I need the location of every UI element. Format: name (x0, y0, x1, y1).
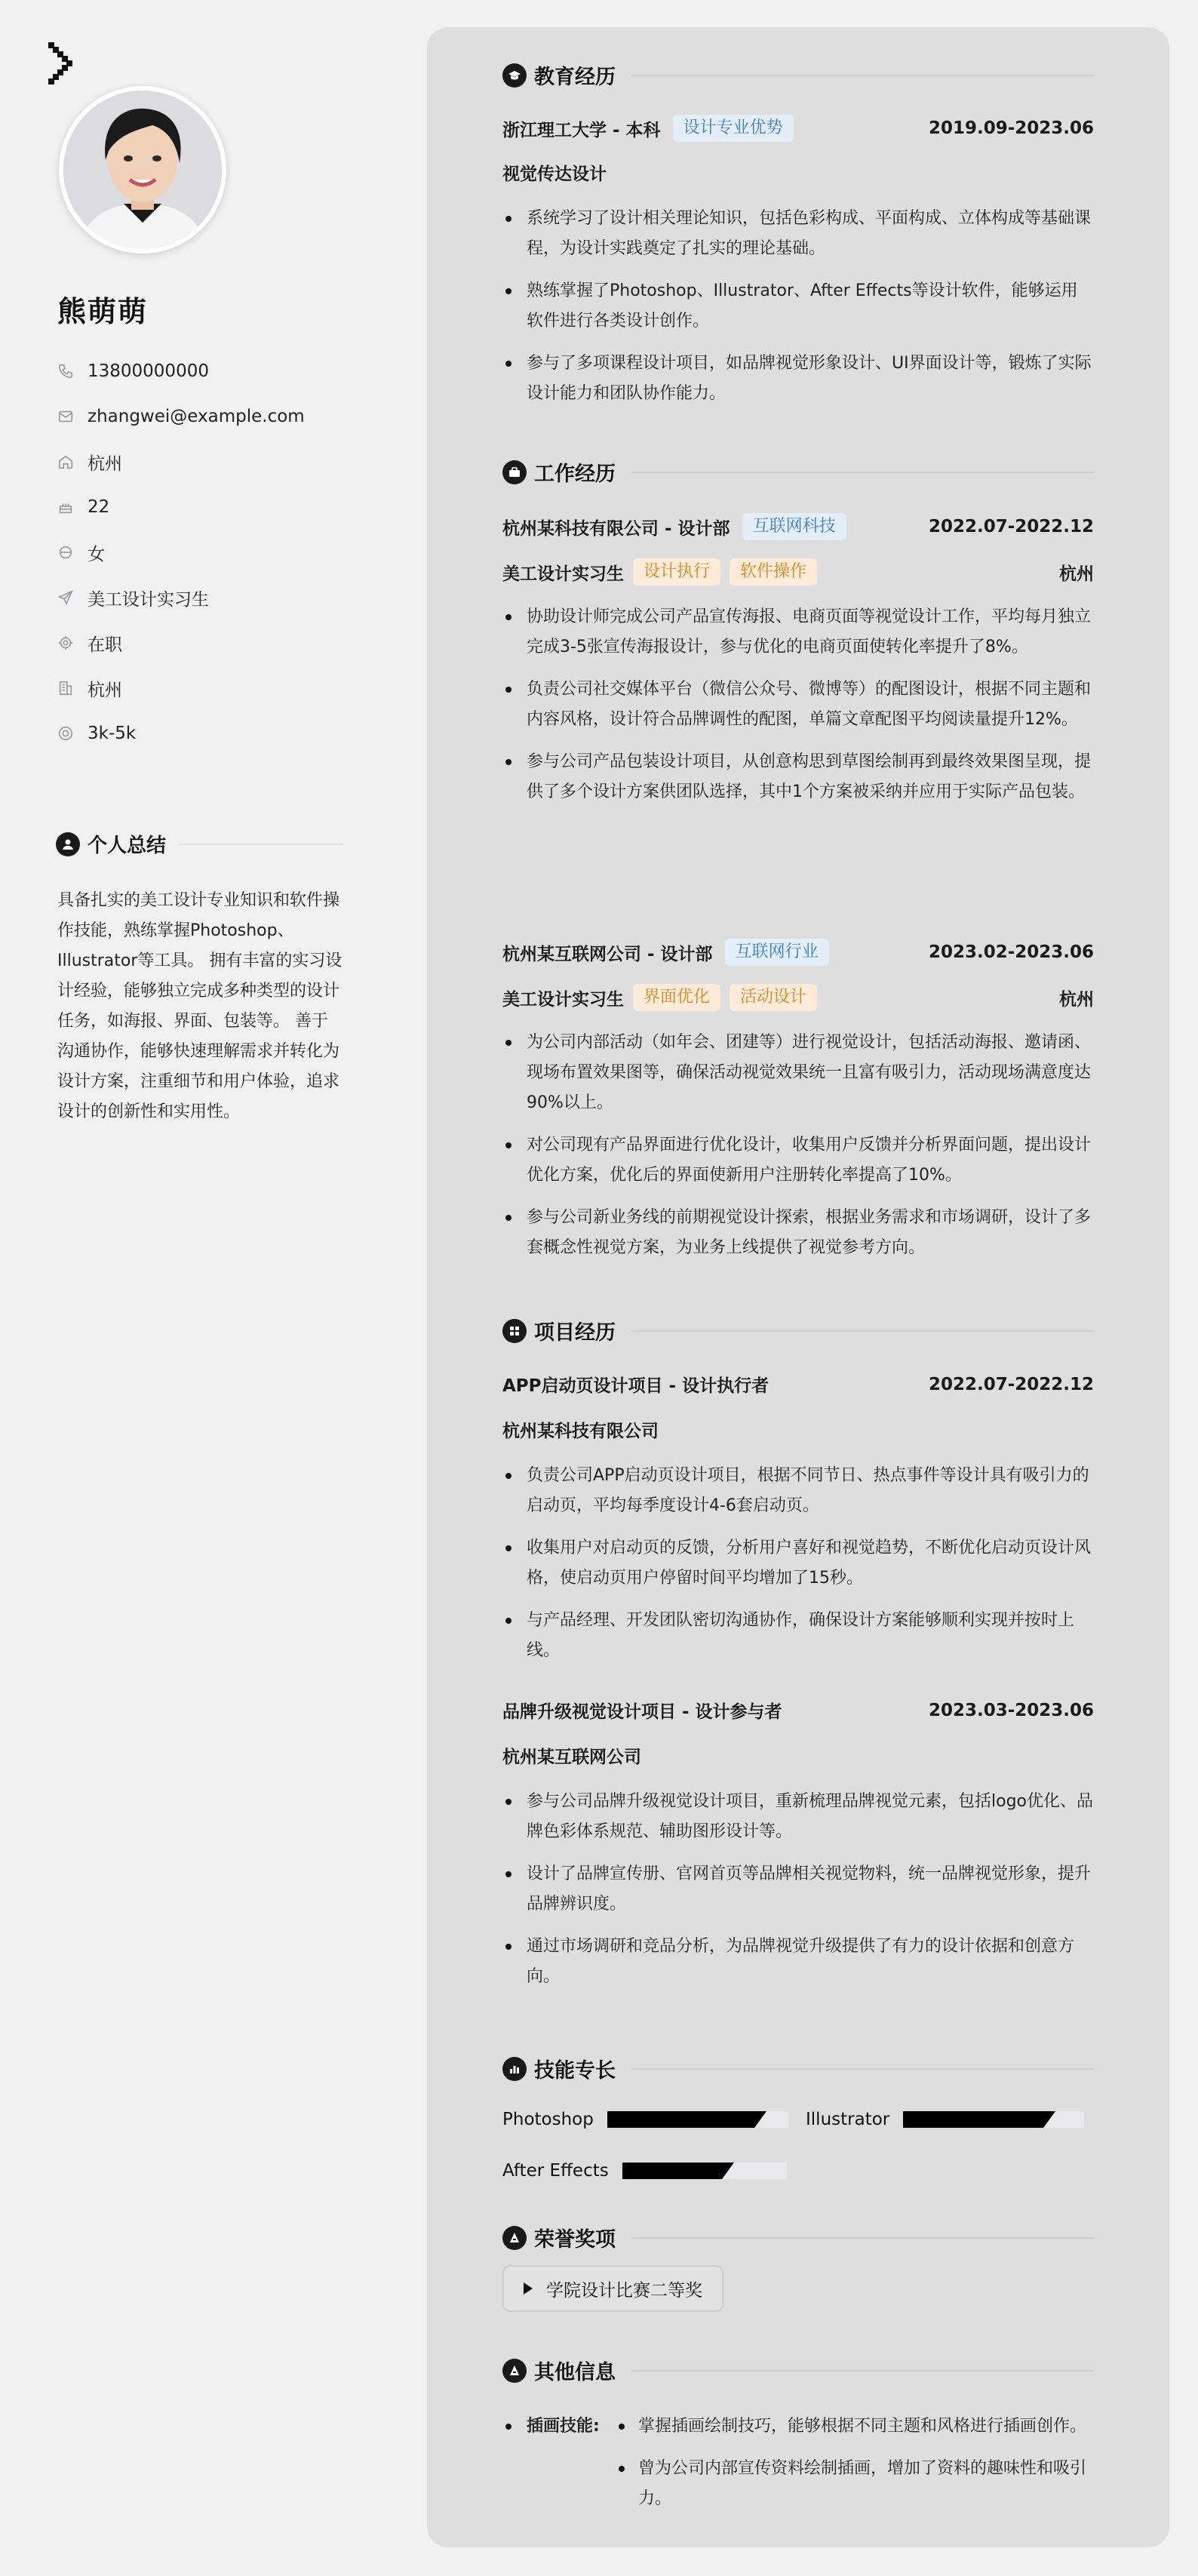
graduation-cap-icon (502, 63, 527, 88)
divider (631, 2370, 1094, 2372)
list-item: 负责公司社交媒体平台（微信公众号、微博等）的配图设计，根据不同主题和内容风格，设计符合品牌调性的配图，单篇文章配图平均阅读量提升12%。 (502, 675, 1094, 735)
job-1-skill-tag: 设计执行 (633, 558, 720, 586)
divider (631, 75, 1094, 76)
job-1-industry-tag: 互联网科技 (742, 513, 846, 540)
info-gender-text: 女 (88, 544, 105, 564)
job-2-skill-tag: 活动设计 (730, 984, 817, 1011)
info-status-text: 在职 (88, 635, 122, 655)
job-1-role: 美工设计实习生 (502, 564, 624, 584)
job-1-city: 杭州 (1059, 564, 1094, 584)
list-item: 为公司内部活动（如年会、团建等）进行视觉设计，包括活动海报、邀请函、现场布置效果图等，确保活动视觉效果统一且富有吸引力，活动现场满意度达90%以上。 (502, 1028, 1094, 1118)
list-item: 参与了多项课程设计项目，如品牌视觉形象设计、UI界面设计等，锻炼了实际设计能力和团队协作能力。 (502, 349, 1094, 409)
job-1-skill-tag: 软件操作 (730, 558, 817, 586)
play-icon (524, 2282, 533, 2295)
skill-bar-fill (607, 2111, 754, 2128)
other-info-item (502, 2412, 1094, 2526)
other-info (502, 2412, 1094, 2526)
job-2-company: 杭州某互联网公司 - 设计部 (502, 944, 713, 964)
work-section-title (502, 457, 1094, 487)
job-2-city: 杭州 (1059, 989, 1094, 1010)
skill-illustrator (806, 2110, 1084, 2129)
skill-bar-fill (903, 2111, 1043, 2128)
list-item: 掌握插画绘制技巧，能够根据不同主题和风格进行插画创作。 (614, 2412, 1094, 2442)
status-icon (57, 635, 74, 651)
info-phone-text: 13800000000 (88, 361, 209, 381)
divider (631, 2068, 1094, 2070)
info-position (57, 575, 305, 620)
school-name: 浙江理工大学 - 本科 (502, 120, 661, 140)
info-city-text: 杭州 (88, 680, 122, 700)
education-tag: 设计专业优势 (673, 115, 794, 142)
project-1-company: 杭州某科技有限公司 (502, 1422, 659, 1441)
job-1-bullets (502, 602, 1094, 819)
education-bullets (502, 204, 1094, 421)
job-2-skill-tag: 界面优化 (633, 984, 720, 1011)
job-2-role-row (502, 984, 1094, 1011)
job-1-role-row (502, 558, 1094, 586)
send-icon (57, 589, 74, 606)
info-hometown-text: 杭州 (88, 453, 122, 474)
skill-bar-notch (722, 2163, 734, 2179)
info-age (57, 484, 305, 530)
job-1-header (502, 513, 1094, 540)
projects-title-text: 项目经历 (534, 1321, 616, 1345)
resume-main-panel (427, 27, 1169, 2547)
projects-section-title (502, 1316, 1094, 1345)
skill-name: Illustrator (806, 2110, 890, 2129)
skill-name: After Effects (502, 2161, 609, 2181)
skills-title-text: 技能专长 (534, 2059, 616, 2083)
project-2-name: 品牌升级视觉设计项目 - 设计参与者 (502, 1702, 782, 1722)
summary-section-title (56, 830, 343, 858)
info-email (57, 394, 305, 439)
list-item: 负责公司APP启动页设计项目，根据不同节日、热点事件等设计具有吸引力的启动页，平均每季度设计4-6套启动页。 (502, 1461, 1094, 1521)
skill-bar-notch (1043, 2111, 1055, 2128)
list-item: 参与公司新业务线的前期视觉设计探索，根据业务需求和市场调研，设计了多套概念性视觉方案，为业务上线提供了视觉参考方向。 (502, 1203, 1094, 1263)
project-2-bullets (502, 1787, 1094, 2004)
list-item: 系统学习了设计相关理论知识，包括色彩构成、平面构成、立体构成等基础课程，为设计实践奠定了扎实的理论基础。 (502, 204, 1094, 264)
award-text: 学院设计比赛二等奖 (546, 2280, 702, 2301)
skill-bar-fill (622, 2163, 722, 2179)
contact-info-list (57, 349, 305, 756)
info-icon (502, 2359, 527, 2383)
education-major-row (502, 160, 1094, 185)
job-2-industry-tag: 互联网行业 (725, 939, 829, 966)
education-title-text: 教育经历 (534, 66, 616, 89)
user-icon (56, 832, 80, 856)
info-gender (57, 530, 305, 575)
skill-bar (622, 2163, 787, 2179)
info-position-text: 美工设计实习生 (88, 589, 209, 610)
project-2-company: 杭州某互联网公司 (502, 1748, 641, 1767)
list-item: 参与公司品牌升级视觉设计项目，重新梳理品牌视觉元素，包括logo优化、品牌色彩体系规范、辅助图形设计等。 (502, 1787, 1094, 1847)
list-item: 通过市场调研和竞品分析，为品牌视觉升级提供了有力的设计依据和创意方向。 (502, 1932, 1094, 1992)
divider (631, 2237, 1094, 2239)
info-salary (57, 711, 305, 756)
list-item: 对公司现有产品界面进行优化设计，收集用户反馈并分析界面问题，提出设计优化方案，优化后的界面使新用户注册转化率提高了10%。 (502, 1130, 1094, 1191)
education-section-title (502, 60, 1094, 90)
skill-photoshop (502, 2110, 788, 2129)
project-2-date: 2023.03-2023.06 (928, 1700, 1094, 1720)
other-section-title (502, 2356, 1094, 2385)
home-icon (57, 453, 74, 470)
grid-icon (502, 1319, 527, 1343)
education-date: 2019.09-2023.06 (928, 118, 1094, 138)
summary-title-text: 个人总结 (88, 835, 167, 857)
project-1-name: APP启动页设计项目 - 设计执行者 (502, 1376, 769, 1396)
skill-bar (607, 2111, 788, 2128)
other-info-label: 插画技能: (527, 2417, 600, 2436)
skill-name: Photoshop (502, 2110, 594, 2129)
cake-icon (57, 499, 74, 515)
job-2-bullets (502, 1028, 1094, 1275)
job-2-role: 美工设计实习生 (502, 989, 624, 1010)
job-2-date: 2023.02-2023.06 (928, 942, 1094, 962)
project-1-header (502, 1372, 1094, 1397)
info-city (57, 666, 305, 711)
candidate-name: 熊萌萌 (57, 295, 149, 328)
skill-after-effects (502, 2161, 787, 2181)
other-title-text: 其他信息 (534, 2361, 616, 2384)
project-1-company-row (502, 1417, 1094, 1442)
job-1-company: 杭州某科技有限公司 - 设计部 (502, 518, 730, 539)
education-header (502, 115, 1094, 142)
left-column (0, 0, 427, 2576)
divider (178, 844, 343, 845)
awards-section-title (502, 2223, 1094, 2252)
job-2-header (502, 939, 1094, 966)
info-salary-text: 3k-5k (88, 724, 137, 743)
list-item: 设计了品牌宣传册、官网首页等品牌相关视觉物料，统一品牌视觉形象，提升品牌辨识度。 (502, 1859, 1094, 1920)
award-chip[interactable] (502, 2265, 723, 2312)
education-major: 视觉传达设计 (502, 164, 607, 184)
list-item: 收集用户对启动页的反馈，分析用户喜好和视觉趋势，不断优化启动页设计风格，使启动页用户停留时间平均增加了15秒。 (502, 1533, 1094, 1594)
trophy-icon (502, 2226, 527, 2250)
avatar (59, 86, 226, 254)
project-1-bullets (502, 1461, 1094, 1678)
info-hometown (57, 439, 305, 484)
project-2-company-row (502, 1743, 1094, 1768)
project-2-header (502, 1698, 1094, 1723)
mail-icon (57, 408, 74, 425)
skills-section-title (502, 2054, 1094, 2083)
list-item: 参与公司产品包装设计项目，从创意构思到草图绘制再到最终效果图呈现，提供了多个设计方案供团队选择，其中1个方案被采纳并应用于实际产品包装。 (502, 747, 1094, 807)
skill-bar (903, 2111, 1084, 2128)
logo-icon (48, 42, 78, 89)
briefcase-icon (502, 460, 527, 484)
divider (631, 472, 1094, 473)
building-icon (57, 680, 74, 696)
divider (631, 1330, 1094, 1332)
summary-text: 具备扎实的美工设计专业知识和软件操作技能，熟练掌握Photoshop、Illustrator等工具。 拥有丰富的实习设计经验，能够独立完成多种类型的设计任务，如海报、界面、包装等。 善于沟通协作，能够快速理解需求并转化为设计方案，注重细节和用户体验，追求设计的创新性和实用性。 (57, 891, 343, 1121)
work-title-text: 工作经历 (534, 463, 616, 486)
other-info-bullets (614, 2412, 1094, 2526)
job-1-date: 2022.07-2022.12 (928, 517, 1094, 536)
info-age-text: 22 (88, 497, 110, 517)
portrait-image (63, 91, 222, 249)
project-1-date: 2022.07-2022.12 (928, 1374, 1094, 1394)
list-item: 曾为公司内部宣传资料绘制插画，增加了资料的趣味性和吸引力。 (614, 2454, 1094, 2514)
money-icon (57, 725, 74, 742)
awards-title-text: 荣誉奖项 (534, 2228, 616, 2252)
list-item: 熟练掌握了Photoshop、Illustrator、After Effects等设计软件，能够运用软件进行各类设计创作。 (502, 276, 1094, 337)
bar-chart-icon (502, 2057, 527, 2081)
info-status (57, 620, 305, 666)
skill-bar-notch (754, 2111, 766, 2128)
gender-icon (57, 544, 74, 561)
list-item: 与产品经理、开发团队密切沟通协作，确保设计方案能够顺利实现并按时上线。 (502, 1606, 1094, 1666)
info-email-text: zhangwei@example.com (88, 407, 305, 426)
info-phone (57, 349, 305, 394)
phone-icon (57, 363, 74, 380)
list-item: 协助设计师完成公司产品宣传海报、电商页面等视觉设计工作，平均每月独立完成3-5张宣传海报设计，参与优化的电商页面使转化率提升了8%。 (502, 602, 1094, 662)
